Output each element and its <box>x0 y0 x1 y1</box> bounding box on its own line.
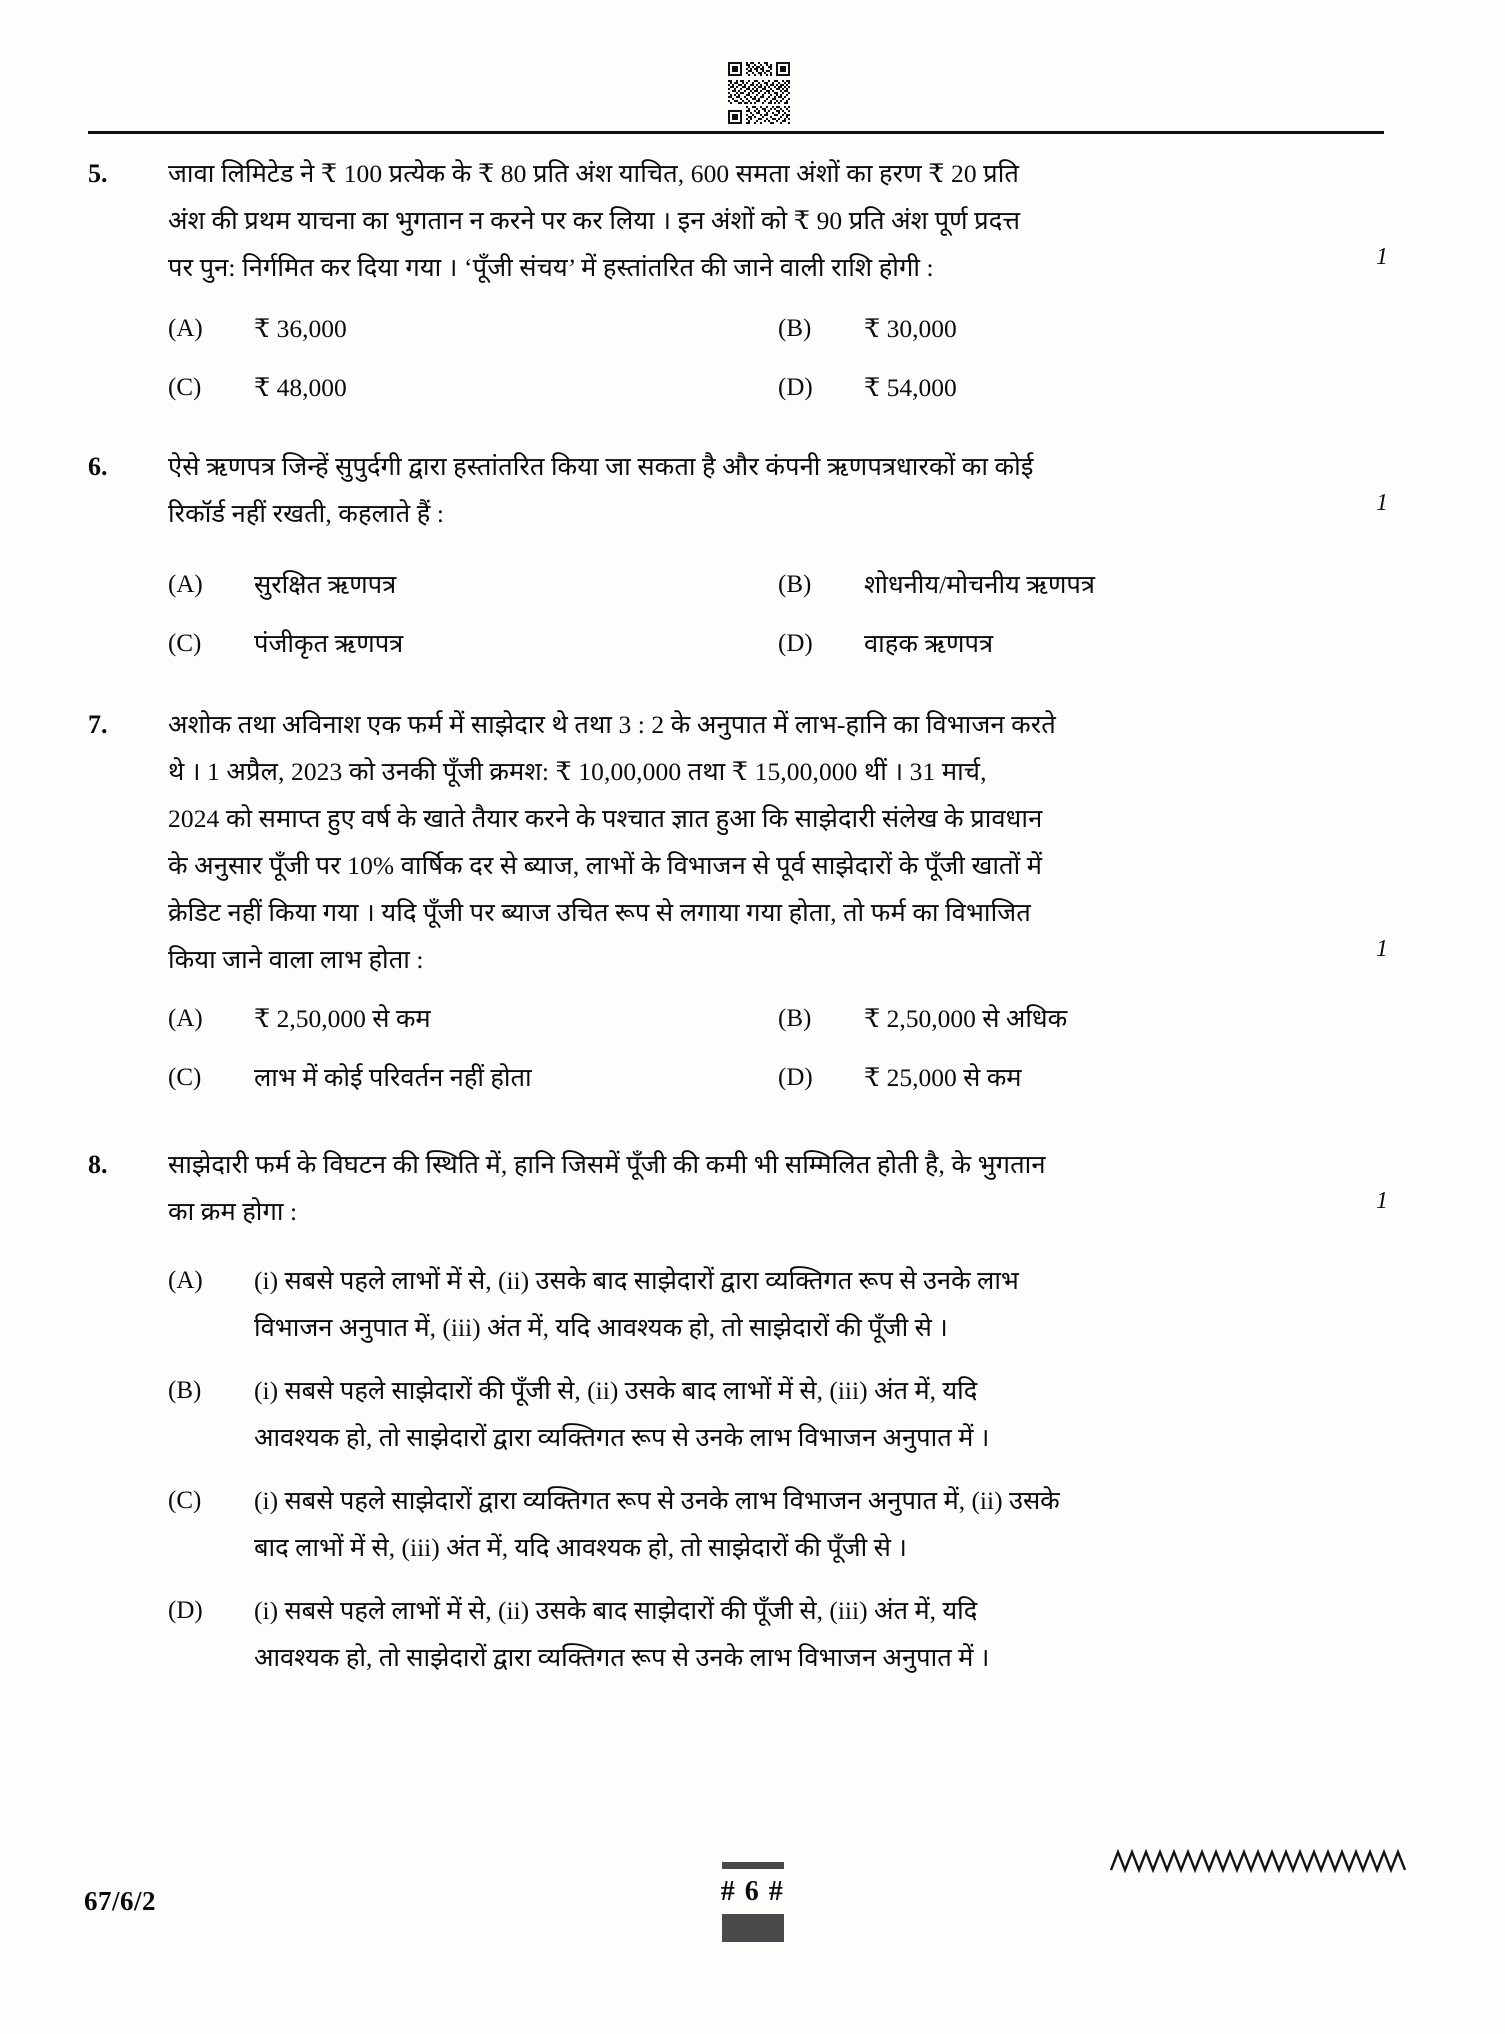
question-line: के अनुसार पूँजी पर 10% वार्षिक दर से ब्याज, लाभों के विभाजन से पूर्व साझेदारों के पूँजी खातों में <box>168 851 1043 880</box>
option-label: (A) <box>168 571 203 598</box>
option-row <box>168 1054 1388 1101</box>
option-c[interactable] <box>168 1054 778 1101</box>
option-label: (D) <box>778 630 813 657</box>
option-label: (C) <box>168 1064 202 1091</box>
marks-indicator: 1 <box>1376 1188 1388 1214</box>
option-line: (i) सबसे पहले लाभों में से, (ii) उसके बाद साझेदारों द्वारा व्यक्तिगत रूप से उनके लाभ <box>254 1266 1019 1295</box>
option-line: बाद लाभों में से, (iii) अंत में, यदि आवश्यक हो, तो साझेदारों की पूँजी से । <box>254 1533 907 1562</box>
option-text: पंजीकृत ऋणपत्र <box>254 629 404 658</box>
option-line: (i) सबसे पहले साझेदारों द्वारा व्यक्तिगत रूप से उनके लाभ विभाजन अनुपात में, (ii) उसके <box>254 1486 1060 1515</box>
option-line: आवश्यक हो, तो साझेदारों द्वारा व्यक्तिगत रूप से उनके लाभ विभाजन अनुपात में । <box>254 1643 990 1672</box>
marks-indicator: 1 <box>1376 936 1388 962</box>
option-label: (D) <box>778 1064 813 1091</box>
option-a[interactable] <box>168 1257 1388 1351</box>
options-list <box>168 305 1388 411</box>
option-label: (C) <box>168 630 202 657</box>
questions-container <box>88 150 1388 1707</box>
option-text: ₹ 2,50,000 से कम <box>254 1004 431 1033</box>
option-text: ₹ 48,000 <box>254 373 347 402</box>
option-text: शोधनीय/मोचनीय ऋणपत्र <box>864 570 1095 599</box>
question-number: 8. <box>88 1150 108 1179</box>
option-b[interactable] <box>168 1367 1388 1461</box>
option-d[interactable] <box>778 364 1388 411</box>
option-a[interactable] <box>168 995 778 1042</box>
question-text <box>168 150 1316 291</box>
option-row <box>168 1257 1388 1351</box>
option-text: सुरक्षित ऋणपत्र <box>254 570 397 599</box>
question-6 <box>88 443 1388 667</box>
option-b[interactable] <box>778 995 1388 1042</box>
option-label: (B) <box>778 1005 812 1032</box>
option-row <box>168 1587 1388 1681</box>
option-text <box>254 1477 1060 1571</box>
header-divider <box>88 131 1384 134</box>
option-line: (i) सबसे पहले साझेदारों की पूँजी से, (ii) उसके बाद लाभों में से, (iii) अंत में, यदि <box>254 1376 978 1405</box>
options-list <box>168 1257 1388 1681</box>
question-line: थे । 1 अप्रैल, 2023 को उनकी पूँजी क्रमश: ₹ 10,00,000 तथा ₹ 15,00,000 थीं । 31 मार्च, <box>168 757 987 786</box>
option-text: ₹ 2,50,000 से अधिक <box>864 1004 1068 1033</box>
paper-code: 67/6/2 <box>84 1886 157 1916</box>
option-row <box>168 995 1388 1042</box>
option-label: (D) <box>168 1597 203 1624</box>
question-number: 7. <box>88 710 108 739</box>
option-text: ₹ 25,000 से कम <box>864 1063 1022 1092</box>
option-label: (B) <box>778 315 812 342</box>
question-text <box>168 701 1316 983</box>
option-text: लाभ में कोई परिवर्तन नहीं होता <box>254 1063 532 1092</box>
page-footer <box>0 1862 1505 1942</box>
question-5 <box>88 150 1388 411</box>
question-line: 2024 को समाप्त हुए वर्ष के खाते तैयार करने के पश्चात ज्ञात हुआ कि साझेदारी संलेख के प्रावधान <box>168 804 1043 833</box>
option-text: ₹ 36,000 <box>254 314 347 343</box>
option-text <box>254 1587 989 1681</box>
option-line: आवश्यक हो, तो साझेदारों द्वारा व्यक्तिगत रूप से उनके लाभ विभाजन अनुपात में । <box>254 1423 990 1452</box>
question-8 <box>88 1141 1388 1681</box>
options-list <box>168 995 1388 1101</box>
option-row <box>168 561 1388 608</box>
option-label: (A) <box>168 1005 203 1032</box>
question-line: का क्रम होगा : <box>168 1197 298 1226</box>
question-text <box>168 443 1316 537</box>
option-a[interactable] <box>168 561 778 608</box>
question-line: जावा लिमिटेड ने ₹ 100 प्रत्येक के ₹ 80 प्रति अंश याचित, 600 समता अंशों का हरण ₹ 20 प्रति <box>168 159 1020 188</box>
question-line: साझेदारी फर्म के विघटन की स्थिति में, हानि जिसमें पूँजी की कमी भी सम्मिलित होती है, के भुगतान <box>168 1150 1046 1179</box>
option-label: (D) <box>778 374 813 401</box>
marks-indicator: 1 <box>1376 244 1388 270</box>
squiggle-mark-icon <box>1109 1848 1409 1874</box>
option-line: (i) सबसे पहले लाभों में से, (ii) उसके बाद साझेदारों की पूँजी से, (iii) अंत में, यदि <box>254 1596 978 1625</box>
option-d[interactable] <box>778 620 1388 667</box>
option-d[interactable] <box>778 1054 1388 1101</box>
marks-indicator: 1 <box>1376 490 1388 516</box>
page-number: # 6 # <box>720 1876 785 1907</box>
question-text <box>168 1141 1316 1235</box>
question-line: अशोक तथा अविनाश एक फर्म में साझेदार थे तथा 3 : 2 के अनुपात में लाभ-हानि का विभाजन करते <box>168 710 1056 739</box>
question-number: 6. <box>88 452 108 481</box>
qr-code-icon <box>728 62 790 124</box>
question-line: क्रेडिट नहीं किया गया । यदि पूँजी पर ब्याज उचित रूप से लगाया गया होता, तो फर्म का विभाजित <box>168 898 1031 927</box>
option-c[interactable] <box>168 620 778 667</box>
option-row <box>168 305 1388 352</box>
option-a[interactable] <box>168 305 778 352</box>
option-c[interactable] <box>168 364 778 411</box>
option-text: वाहक ऋणपत्र <box>864 629 994 658</box>
option-row <box>168 620 1388 667</box>
question-line: रिकॉर्ड नहीं रखती, कहलाते हैं : <box>168 499 445 528</box>
footer-bar-top <box>722 1862 784 1869</box>
option-b[interactable] <box>778 305 1388 352</box>
option-d[interactable] <box>168 1587 1388 1681</box>
option-label: (A) <box>168 1267 203 1294</box>
option-label: (B) <box>778 571 812 598</box>
question-line: किया जाने वाला लाभ होता : <box>168 945 424 974</box>
options-list <box>168 561 1388 667</box>
option-line: विभाजन अनुपात में, (iii) अंत में, यदि आवश्यक हो, तो साझेदारों की पूँजी से । <box>254 1313 948 1342</box>
option-b[interactable] <box>778 561 1388 608</box>
footer-bar-bottom <box>722 1914 784 1942</box>
question-number: 5. <box>88 159 108 188</box>
option-text <box>254 1367 989 1461</box>
option-text: ₹ 54,000 <box>864 373 957 402</box>
question-line: अंश की प्रथम याचना का भुगतान न करने पर कर लिया । इन अंशों को ₹ 90 प्रति अंश पूर्ण प्रदत्त <box>168 206 1021 235</box>
option-c[interactable] <box>168 1477 1388 1571</box>
option-row <box>168 1477 1388 1571</box>
option-label: (C) <box>168 1487 202 1514</box>
question-line: ऐसे ऋणपत्र जिन्हें सुपुर्दगी द्वारा हस्तांतरित किया जा सकता है और कंपनी ऋणपत्रधारकों का कोई <box>168 452 1034 481</box>
option-row <box>168 1367 1388 1461</box>
option-label: (A) <box>168 315 203 342</box>
option-label: (B) <box>168 1377 202 1404</box>
question-line: पर पुन: निर्गमित कर दिया गया । ‘पूँजी संचय’ में हस्तांतरित की जाने वाली राशि होगी : <box>168 253 934 282</box>
question-7 <box>88 701 1388 1101</box>
option-row <box>168 364 1388 411</box>
option-label: (C) <box>168 374 202 401</box>
option-text: ₹ 30,000 <box>864 314 957 343</box>
option-text <box>254 1257 1019 1351</box>
